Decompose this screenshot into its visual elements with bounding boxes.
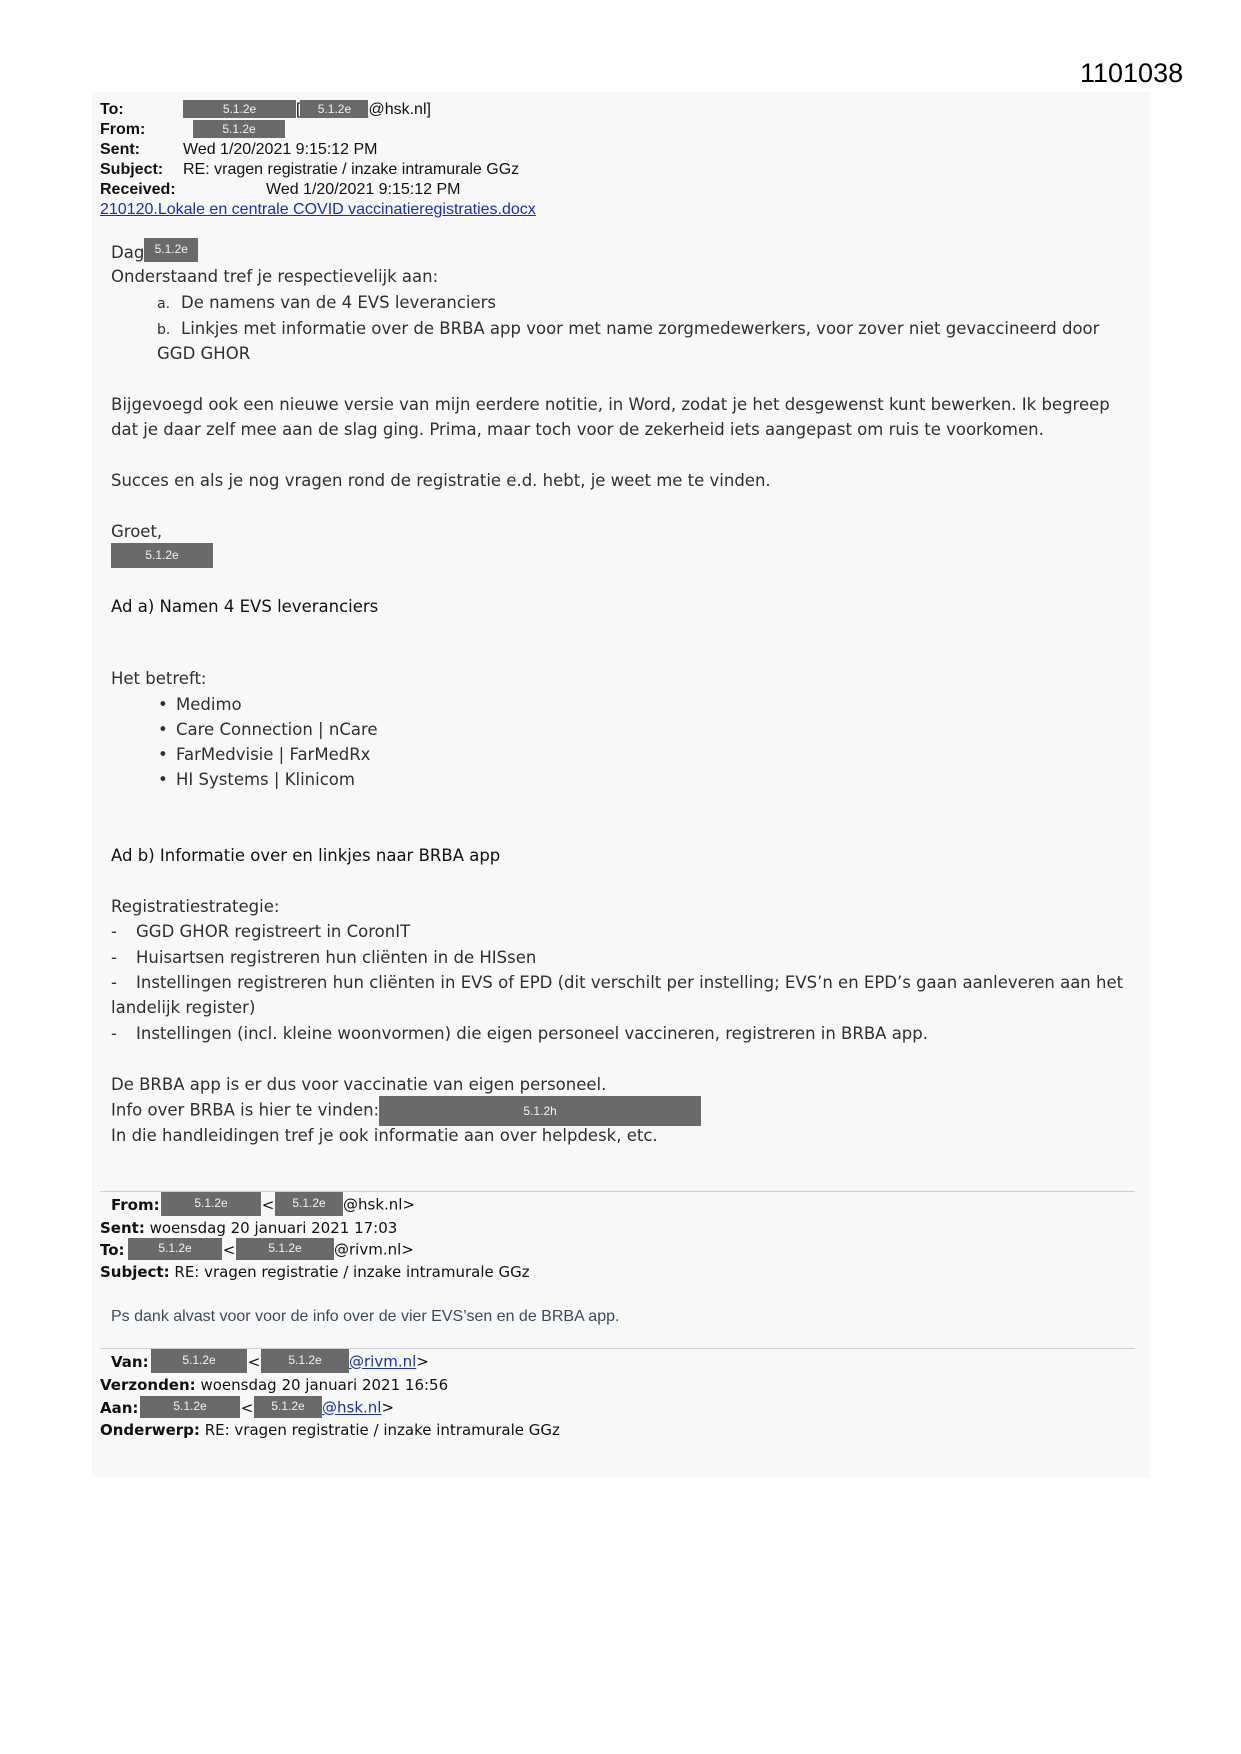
attachment-row	[100, 200, 536, 220]
msg2-subject-row	[100, 1262, 530, 1282]
verzonden-value: woensdag 20 januari 2021 16:56	[200, 1376, 449, 1394]
list-marker: b.	[157, 322, 171, 338]
closing: Groet,	[111, 522, 163, 541]
angle: <	[222, 1240, 236, 1259]
sent-value: woensdag 20 januari 2021 17:03	[149, 1219, 398, 1237]
to-label: To:	[100, 1240, 125, 1259]
section-b-title: Ad b) Informatie over en linkjes naar BRBA app	[111, 846, 501, 865]
supplier-item: • HI Systems | Klinicom	[158, 770, 355, 789]
redaction-block: 5.1.2e	[261, 1349, 349, 1373]
redaction-block: 5.1.2e	[151, 1349, 247, 1373]
redaction-block: 5.1.2h	[379, 1096, 701, 1126]
strategy-item	[111, 1021, 928, 1047]
msg3-onderwerp-row	[100, 1420, 560, 1440]
msg2-to-row	[100, 1239, 414, 1261]
subject-value: RE: vragen registratie / inzake intramurale GGz	[174, 1263, 530, 1281]
brba-info-text: Info over BRBA is hier te vinden:	[111, 1100, 380, 1120]
list-item-text: De namens van de 4 EVS leveranciers	[181, 293, 497, 312]
subject-label: Subject:	[100, 1263, 170, 1281]
redaction-block: 5.1.2e	[254, 1396, 322, 1418]
angle: <	[261, 1195, 275, 1214]
van-label: Van:	[111, 1352, 149, 1371]
from-label: From:	[111, 1195, 160, 1214]
onderwerp-label: Onderwerp:	[100, 1421, 200, 1439]
intro: Onderstaand tref je respectievelijk aan:	[111, 267, 439, 286]
paragraph-2: Succes en als je nog vragen rond de registratie e.d. hebt, je weet me te vinden.	[111, 471, 771, 490]
header-subject-row	[100, 160, 519, 180]
strategy-text: Huisartsen registreren hun cliënten in de HISsen	[136, 948, 537, 967]
list-item-text: Linkjes met informatie over de BRBA app voor met name zorgmedewerkers, voor zover niet gevaccineerd door	[181, 319, 1100, 338]
aan-email-link[interactable]: @hsk.nl	[322, 1398, 382, 1417]
redaction-block: 5.1.2e	[144, 238, 198, 262]
strategy-item	[111, 970, 1123, 996]
verzonden-label: Verzonden:	[100, 1376, 196, 1394]
separator	[100, 1348, 1135, 1349]
redaction-block: 5.1.2e	[111, 543, 213, 568]
brba-line-3: In die handleidingen tref je ook informatie aan over helpdesk, etc.	[111, 1126, 658, 1145]
to-label: To:	[100, 101, 124, 118]
subject-label: Subject:	[100, 161, 164, 178]
dash: -	[111, 922, 117, 941]
strategy-title: Registratiestrategie:	[111, 897, 280, 916]
to-domain: @hsk.nl]	[368, 101, 431, 118]
from-label: From:	[100, 121, 146, 138]
onderwerp-value: RE: vragen registratie / inzake intramurale GGz	[204, 1421, 560, 1439]
list-item-b-cont: GGD GHOR	[157, 344, 251, 363]
brba-line-2	[111, 1096, 701, 1126]
sent-label: Sent:	[100, 141, 140, 158]
dash: -	[111, 1024, 117, 1043]
paragraph-1-line-1: Bijgevoegd ook een nieuwe versie van mijn eerdere notitie, in Word, zodat je het desgewenst kunt bewerken. Ik begreep	[111, 395, 1110, 414]
redaction-block: 5.1.2e	[236, 1238, 334, 1260]
greeting-row	[111, 240, 198, 266]
dash: -	[111, 948, 117, 967]
msg3-aan-row	[100, 1397, 394, 1419]
strategy-item-cont: landelijk register)	[111, 998, 256, 1017]
header-from-row	[100, 120, 285, 140]
supplier-item: • FarMedvisie | FarMedRx	[158, 745, 371, 764]
list-item-a	[157, 290, 496, 317]
strategy-item	[111, 919, 410, 945]
strategy-item	[111, 945, 536, 971]
redaction-block: 5.1.2e	[140, 1396, 240, 1418]
supplier-item: • Care Connection | nCare	[158, 720, 378, 739]
angle: <	[240, 1398, 254, 1417]
list-marker: a.	[157, 296, 171, 312]
ps-note: Ps dank alvast voor voor de info over de vier EVS’sen en de BRBA app.	[111, 1308, 620, 1325]
msg2-sent-row	[100, 1218, 397, 1238]
redaction-block: 5.1.2e	[275, 1192, 343, 1216]
received-label: Received:	[100, 181, 176, 198]
section-a-title: Ad a) Namen 4 EVS leveranciers	[111, 597, 379, 616]
dash: -	[111, 973, 117, 992]
redaction-block: 5.1.2e	[183, 100, 296, 118]
msg3-van-row	[111, 1350, 429, 1374]
to-bracket: [	[296, 101, 301, 118]
aan-label: Aan:	[100, 1398, 139, 1417]
sent-label: Sent:	[100, 1219, 145, 1237]
subject-value: RE: vragen registratie / inzake intramurale GGz	[183, 161, 520, 178]
angle: >	[416, 1352, 429, 1371]
redaction-block: 5.1.2e	[128, 1238, 222, 1260]
redaction-block: 5.1.2e	[193, 120, 285, 138]
msg2-from-row	[111, 1193, 415, 1217]
header-sent-row	[100, 140, 378, 160]
msg3-verzonden-row	[100, 1375, 448, 1395]
list-item-b	[157, 316, 1099, 343]
sent-value: Wed 1/20/2021 9:15:12 PM	[183, 141, 378, 158]
angle: <	[247, 1352, 261, 1371]
supplier-item: • Medimo	[158, 695, 242, 714]
from-domain: @hsk.nl>	[343, 1195, 416, 1214]
strategy-text: GGD GHOR registreert in CoronIT	[136, 922, 411, 941]
supplier-name: Care Connection | nCare	[176, 720, 378, 739]
section-a-intro: Het betreft:	[111, 669, 207, 688]
supplier-name: Medimo	[176, 695, 242, 714]
document-number: 1101038	[1080, 58, 1184, 88]
header-to-row	[100, 100, 431, 120]
supplier-name: FarMedvisie | FarMedRx	[176, 745, 371, 764]
redaction-block: 5.1.2e	[161, 1192, 261, 1216]
supplier-name: HI Systems | Klinicom	[176, 770, 355, 789]
strategy-text: Instellingen (incl. kleine woonvormen) die eigen personeel vaccineren, registreren in BRBA app.	[136, 1024, 928, 1043]
signature-row	[111, 543, 213, 569]
paragraph-1-line-2: dat je daar zelf mee aan de slag ging. Prima, maar toch voor de zekerheid iets aangepast om ruis te voorkomen.	[111, 420, 1044, 439]
brba-line-1: De BRBA app is er dus voor vaccinatie van eigen personeel.	[111, 1075, 607, 1094]
header-received-row	[100, 180, 461, 200]
strategy-text: Instellingen registreren hun cliënten in EVS of EPD (dit verschilt per instelling; EVS’n en EPD’s gaan aanleveren aan het	[136, 973, 1124, 992]
redaction-block: 5.1.2e	[300, 100, 368, 118]
angle: >	[381, 1398, 395, 1417]
van-email-link[interactable]: @rivm.nl	[349, 1352, 417, 1371]
attachment-link[interactable]: 210120.Lokale en centrale COVID vaccinatieregistraties.docx	[100, 201, 536, 218]
received-value: Wed 1/20/2021 9:15:12 PM	[266, 181, 461, 198]
greeting: Dag	[111, 243, 145, 262]
to-domain: @rivm.nl>	[334, 1240, 414, 1259]
